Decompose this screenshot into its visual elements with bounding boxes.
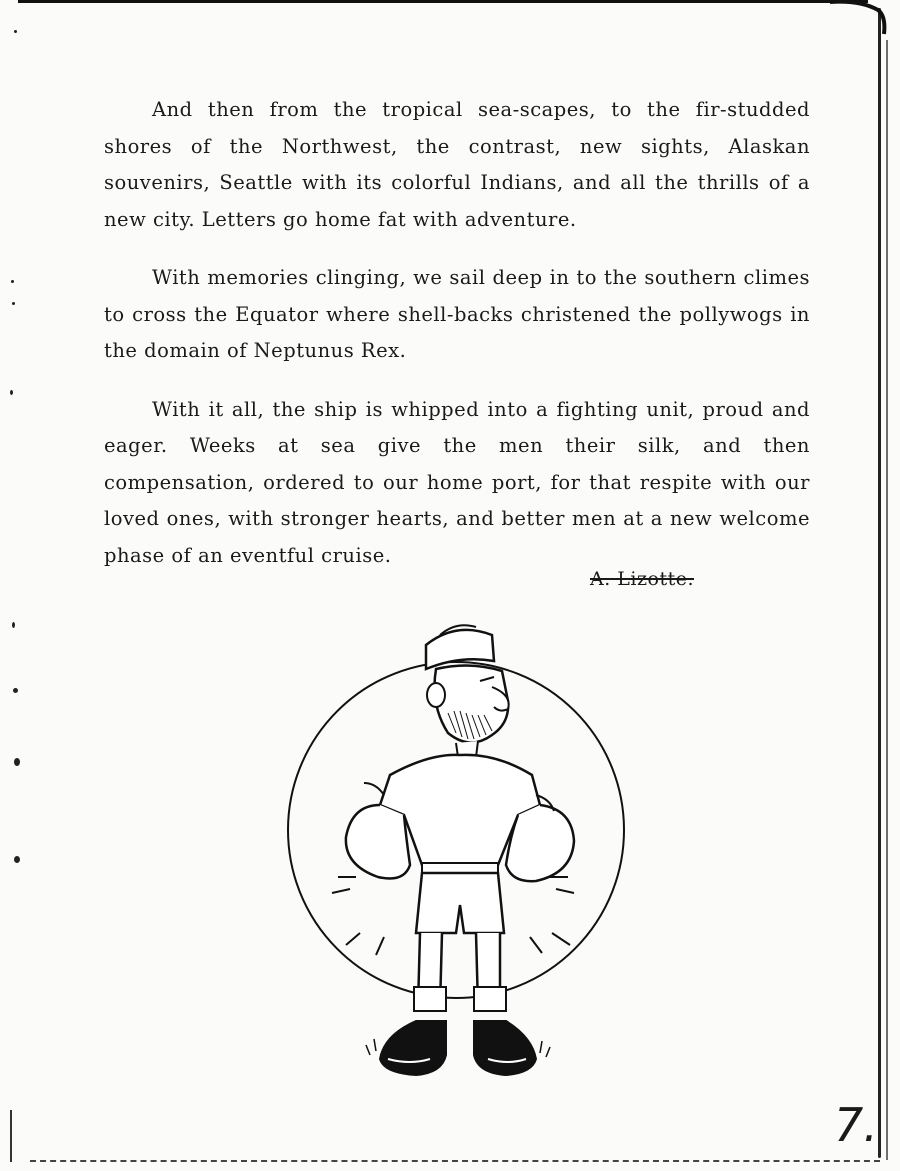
margin-speck	[14, 758, 20, 766]
paragraph-3: With it all, the ship is whipped into a fighting unit, proud and eager. Weeks at sea give the men their silk, and then compensation, ordered to our home port, for that respite with our loved ones, with stronger hearts, and better men at a new welcome phase of an eventful cruise.	[104, 397, 810, 567]
margin-speck	[12, 622, 15, 628]
margin-speck	[11, 280, 14, 283]
author-signature: A. Lizotte.	[590, 568, 694, 590]
page-border-right	[878, 8, 881, 1158]
body-text	[104, 92, 810, 596]
margin-speck	[12, 302, 15, 305]
margin-speck	[13, 688, 18, 693]
page-border-bottom	[30, 1160, 880, 1164]
page-border-right-inner	[886, 40, 888, 1160]
margin-speck	[14, 856, 20, 863]
page-corner-curl	[830, 0, 890, 40]
paragraph-2: With memories clinging, we sail deep in to the southern climes to cross the Equator where shell-backs christened the pollywogs in the domain of Neptunus Rex.	[104, 266, 810, 362]
margin-speck	[14, 30, 17, 33]
margin-speck	[10, 390, 13, 395]
sailor-illustration	[280, 615, 630, 1085]
paragraph-1: And then from the tropical sea-scapes, to the fir-studded shores of the Northwest, the contrast, new sights, Alaskan souvenirs, Seattle with its colorful Indians, and all the thrills of a new city. Letters go home fat with adventure.	[104, 98, 810, 231]
page-border-top	[18, 0, 868, 3]
page-number: 7.	[834, 1098, 878, 1152]
page-border-left	[10, 1110, 12, 1162]
